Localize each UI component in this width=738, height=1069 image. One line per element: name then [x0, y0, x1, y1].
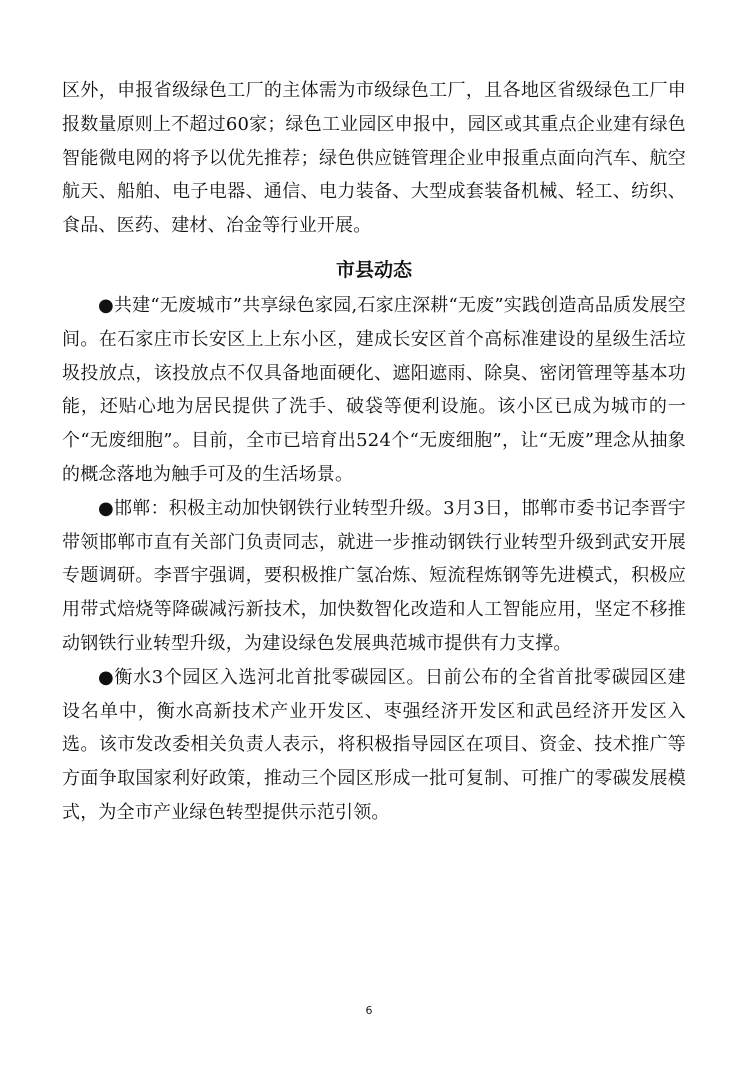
news-item-hengshui: ●衡水3个园区入选河北首批零碳园区。日前公布的全省首批零碳园区建设名单中，衡水高新技术产业开发区、枣强经济开发区和武邑经济开发区入选。该市发改委相关负责人表示，将积极指导园区在项目、资金、技术推广等方面争取国家利好政策，推动三个园区形成一批可复制、可推广的零碳发展模式，为全市产业绿色转型提供示范引领。 — [62, 666, 686, 823]
document-body — [62, 74, 686, 830]
news-item-shijiazhuang: ●共建“无废城市”共享绿色家园,石家庄深耕“无废”实践创造高品质发展空间。在石家庄市长安区上上东小区，建成长安区首个高标准建设的星级生活垃圾投放点，该投放点不仅具备地面硬化、遮阳遮雨、除臭、密闭管理等基本功能，还贴心地为居民提供了洗手、破袋等便利设施。该小区已成为城市的一个“无废细胞”。目前，全市已培育出524个“无废细胞”，让“无废”理念从抽象的概念落地为触手可及的生活场景。 — [62, 294, 686, 485]
continuation-paragraph: 区外，申报省级绿色工厂的主体需为市级绿色工厂，且各地区省级绿色工厂申报数量原则上不超过60家；绿色工业园区申报中，园区或其重点企业建有绿色智能微电网的将予以优先推荐；绿色供应链管理企业申报重点面向汽车、航空航天、船舶、电子电器、通信、电力装备、大型成套装备机械、轻工、纺织、食品、医药、建材、冶金等行业开展。 — [62, 80, 686, 237]
section-title: 市县动态 — [335, 258, 412, 281]
news-item-handan: ●邯郸：积极主动加快钢铁行业转型升级。3月3日，邯郸市委书记李晋宇带领邯郸市直有关部门负责同志，就进一步推动钢铁行业转型升级到武安开展专题调研。李晋宇强调，要积极推广氢冶炼、短流程炼钢等先进模式，积极应用带式焙烧等降碳减污新技术，加快数智化改造和人工智能应用，坚定不移推动钢铁行业转型升级，为建设绿色发展典范城市提供有力支撑。 — [62, 497, 686, 654]
page-number: 6 — [365, 1004, 373, 1017]
